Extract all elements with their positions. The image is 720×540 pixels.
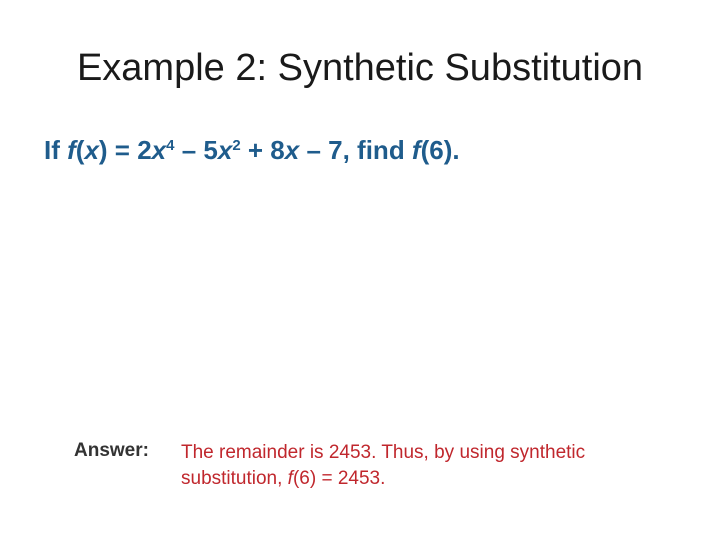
question-text <box>44 130 460 170</box>
variable-x: x <box>217 135 233 165</box>
question-end: (6). <box>420 135 460 165</box>
function-symbol: f <box>67 135 76 165</box>
paren-open: ( <box>75 135 85 165</box>
answer-text-part2: (6) = 2453. <box>292 468 386 489</box>
answer-text <box>181 440 681 492</box>
answer-text-part1: The remainder is 2453. Thus, by using synthetic substitution, <box>181 442 586 489</box>
equals-term: ) = 2 <box>98 135 152 165</box>
answer-label: Answer: <box>74 440 149 461</box>
function-symbol: f <box>287 468 293 489</box>
function-symbol: f <box>411 135 421 165</box>
variable-x: x <box>284 135 300 165</box>
exponent: 4 <box>166 137 175 154</box>
minus-term: – 5 <box>174 135 218 165</box>
slide-title: Example 2: Synthetic Substitution <box>76 47 644 89</box>
plus-term: + 8 <box>240 135 285 165</box>
question-tail: – 7, find <box>299 135 412 165</box>
exponent: 2 <box>232 137 241 154</box>
question-prefix: If <box>44 135 68 165</box>
variable-x: x <box>84 135 99 165</box>
variable-x: x <box>151 135 167 165</box>
